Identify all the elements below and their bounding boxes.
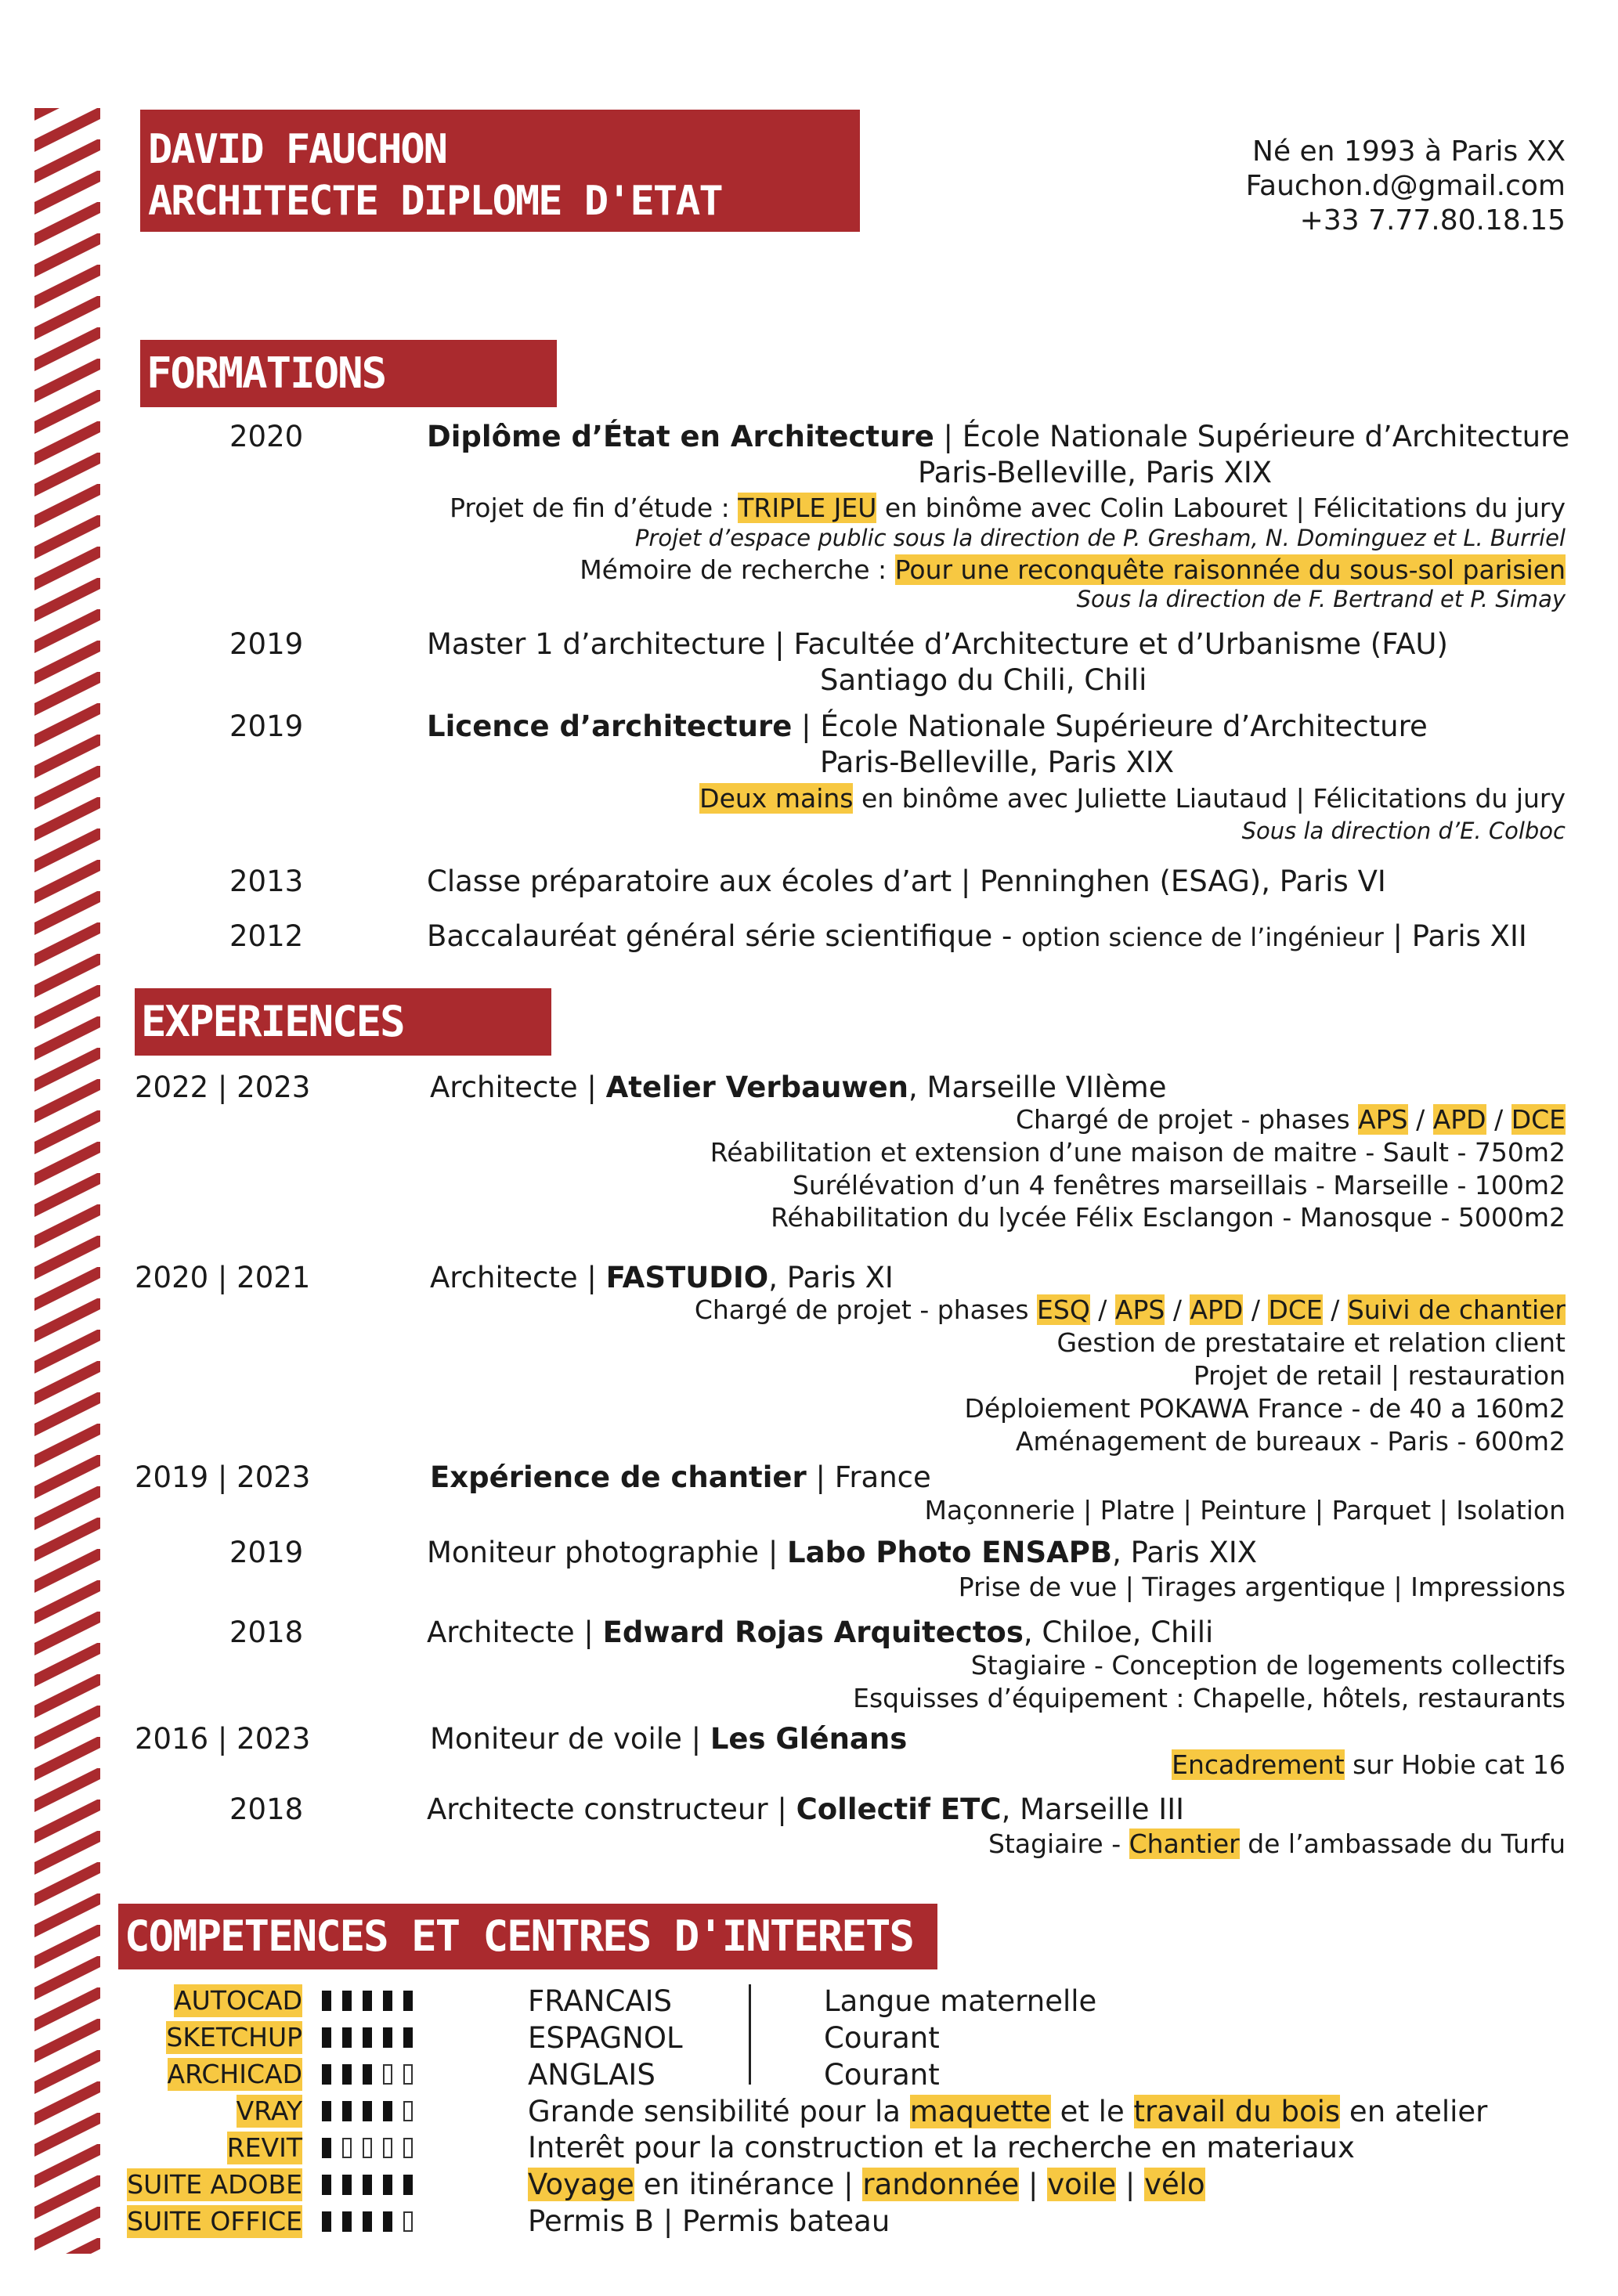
experience-years: 2019 (229, 1536, 304, 1569)
section-formations: FORMATIONS (140, 340, 557, 407)
language-level: Courant (824, 2058, 940, 2092)
skill-bar-empty (403, 2211, 413, 2232)
experience-detail: Stagiaire - Conception de logements collectifs (970, 1650, 1566, 1680)
skill-bar-filled (322, 2175, 331, 2195)
skill-bar-filled (363, 1991, 372, 2011)
skill-name: SUITE OFFICE (127, 2206, 302, 2236)
skill-bar-filled (363, 2175, 372, 2195)
experience-phases: Chargé de projet - phases ESQ / APS / APD / DCE / Suivi de chantier (694, 1294, 1566, 1325)
experience-title: Moniteur photographie | Labo Photo ENSAPB, Paris XIX (427, 1536, 1258, 1569)
experience-years: 2018 (229, 1792, 304, 1826)
skill-bar-filled (342, 2064, 352, 2085)
formation-place: Paris-Belleville, Paris XIX (820, 745, 1175, 779)
skill-bar-filled (383, 1991, 392, 2011)
skill-bar-filled (383, 2211, 392, 2232)
experience-title: Architecte | FASTUDIO, Paris XI (430, 1261, 894, 1294)
skill-name: AUTOCAD (174, 1985, 302, 2016)
skill-bar-empty (383, 2064, 392, 2085)
skill-bar-empty (363, 2138, 372, 2158)
skill-name: REVIT (226, 2132, 302, 2163)
experience-detail: Réhabilitation du lycée Félix Esclangon - Manosque - 5000m2 (771, 1202, 1566, 1233)
experience-detail: Projet de retail | restauration (1193, 1360, 1566, 1391)
decorative-stripe (34, 108, 100, 2254)
candidate-name: DAVID FAUCHON (148, 126, 446, 173)
formation-project: Projet de fin d’étude : TRIPLE JEU en binôme avec Colin Labouret | Félicitations du jury (450, 493, 1566, 523)
section-experiences: EXPERIENCES (135, 988, 551, 1056)
skill-name: SKETCHUP (166, 2022, 302, 2052)
skill-bar-filled (322, 2101, 331, 2121)
experience-title: Architecte | Atelier Verbauwen, Marseille VIIème (430, 1070, 1167, 1104)
experience-years: 2016 | 2023 (135, 1722, 311, 1756)
experience-years: 2019 | 2023 (135, 1460, 311, 1494)
formation-title: Licence d’architecture | École Nationale Supérieure d’Architecture (427, 709, 1428, 743)
experience-phases: Chargé de projet - phases APS / APD / DCE (1015, 1104, 1566, 1135)
skill-bar-filled (342, 1991, 352, 2011)
interest-line: Grande sensibilité pour la maquette et le travail du bois en atelier (528, 2095, 1488, 2128)
skill-bar-empty (383, 2138, 392, 2158)
skill-bar-filled (403, 1991, 413, 2011)
formation-year: 2013 (229, 865, 304, 898)
phone: +33 7.77.80.18.15 (1299, 204, 1566, 236)
experience-years: 2020 | 2021 (135, 1261, 311, 1294)
experience-years: 2022 | 2023 (135, 1070, 311, 1104)
skill-bar-filled (363, 2101, 372, 2121)
language-name: ANGLAIS (528, 2058, 656, 2092)
skill-bar-filled (322, 2027, 331, 2048)
skill-name: ARCHICAD (167, 2059, 302, 2089)
birth-info: Né en 1993 à Paris XX (1252, 135, 1566, 168)
skill-name: SUITE ADOBE (127, 2169, 302, 2200)
interest-line: Interêt pour la construction et la recherche en materiaux (528, 2131, 1355, 2164)
language-level: Langue maternelle (824, 1984, 1097, 2018)
section-skills: COMPETENCES ET CENTRES D'INTERETS (118, 1904, 937, 1969)
experience-detail: Esquisses d’équipement : Chapelle, hôtels, restaurants (853, 1683, 1566, 1713)
formation-place: Santiago du Chili, Chili (820, 663, 1147, 697)
skill-name: VRAY (236, 2096, 302, 2126)
skill-bar-filled (342, 2101, 352, 2121)
formation-memoire: Mémoire de recherche : Pour une reconquête raisonnée du sous-sol parisien (580, 554, 1566, 585)
language-level: Courant (824, 2021, 940, 2055)
experience-detail: Surélévation d’un 4 fenêtres marseillais - Marseille - 100m2 (792, 1170, 1566, 1200)
experience-detail: Déploiement POKAWA France - de 40 a 160m2 (964, 1393, 1566, 1424)
formation-title: Diplôme d’État en Architecture | École Nationale Supérieure d’Architecture (427, 420, 1570, 453)
candidate-title: ARCHITECTE DIPLOME D'ETAT (148, 178, 722, 225)
experience-years: 2018 (229, 1616, 304, 1649)
skill-bar-filled (322, 2211, 331, 2232)
skill-bar-filled (363, 2064, 372, 2085)
formation-year: 2020 (229, 420, 304, 453)
skill-bar-filled (322, 2138, 331, 2158)
skill-bar-filled (322, 2064, 331, 2085)
formation-place: Paris-Belleville, Paris XIX (918, 456, 1273, 489)
experience-title: Moniteur de voile | Les Glénans (430, 1722, 908, 1756)
experience-title: Architecte constructeur | Collectif ETC, Marseille III (427, 1792, 1185, 1826)
formation-memoire-note: Sous la direction de F. Bertrand et P. Simay (1076, 586, 1566, 612)
formation-project: Deux mains en binôme avec Juliette Liautaud | Félicitations du jury (699, 783, 1566, 814)
experience-title: Expérience de chantier | France (430, 1460, 931, 1494)
skill-bar-filled (383, 2027, 392, 2048)
formation-title: Master 1 d’architecture | Facultée d’Architecture et d’Urbanisme (FAU) (427, 627, 1448, 661)
skill-bar-filled (322, 1991, 331, 2011)
skill-bar-filled (383, 2101, 392, 2121)
skill-bar-filled (363, 2027, 372, 2048)
formation-project-note: Sous la direction d’E. Colboc (1241, 818, 1566, 844)
experience-detail: Aménagement de bureaux - Paris - 600m2 (1015, 1426, 1566, 1457)
skill-bar-filled (342, 2211, 352, 2232)
experience-detail: Stagiaire - Chantier de l’ambassade du Turfu (988, 1828, 1566, 1859)
experience-title: Architecte | Edward Rojas Arquitectos, Chiloe, Chili (427, 1616, 1214, 1649)
formation-title: Classe préparatoire aux écoles d’art | Penninghen (ESAG), Paris VI (427, 865, 1386, 898)
skill-bar-filled (342, 2027, 352, 2048)
language-name: ESPAGNOL (528, 2021, 683, 2055)
experience-detail: Maçonnerie | Platre | Peinture | Parquet | Isolation (924, 1495, 1566, 1525)
experience-detail: Encadrement sur Hobie cat 16 (1172, 1749, 1566, 1780)
skill-bar-filled (403, 2175, 413, 2195)
skill-bar-filled (403, 2027, 413, 2048)
skill-bar-filled (363, 2211, 372, 2232)
interest-line: Voyage en itinérance | randonnée | voile | vélo (528, 2168, 1205, 2201)
experience-detail: Prise de vue | Tirages argentique | Impressions (958, 1572, 1566, 1602)
skill-bar-empty (403, 2101, 413, 2121)
experience-detail: Gestion de prestataire et relation client (1056, 1327, 1566, 1358)
skill-bar-filled (383, 2175, 392, 2195)
email: Fauchon.d@gmail.com (1245, 170, 1566, 202)
formation-title: Baccalauréat général série scientifique - option science de l’ingénieur | Paris XII (427, 919, 1527, 953)
skill-bar-empty (403, 2064, 413, 2085)
formation-project-note: Projet d’espace public sous la direction de P. Gresham, N. Dominguez et L. Burriel (634, 525, 1566, 551)
skill-bar-empty (403, 2138, 413, 2158)
formation-year: 2019 (229, 709, 304, 743)
skill-bar-filled (342, 2175, 352, 2195)
skill-bar-empty (342, 2138, 352, 2158)
formation-year: 2012 (229, 919, 304, 953)
experience-detail: Réabilitation et extension d’une maison de maitre - Sault - 750m2 (710, 1137, 1566, 1168)
formation-year: 2019 (229, 627, 304, 661)
language-name: FRANCAIS (528, 1984, 673, 2018)
language-divider (749, 1984, 751, 2085)
interest-line: Permis B | Permis bateau (528, 2204, 890, 2238)
header-title-box (140, 110, 860, 232)
